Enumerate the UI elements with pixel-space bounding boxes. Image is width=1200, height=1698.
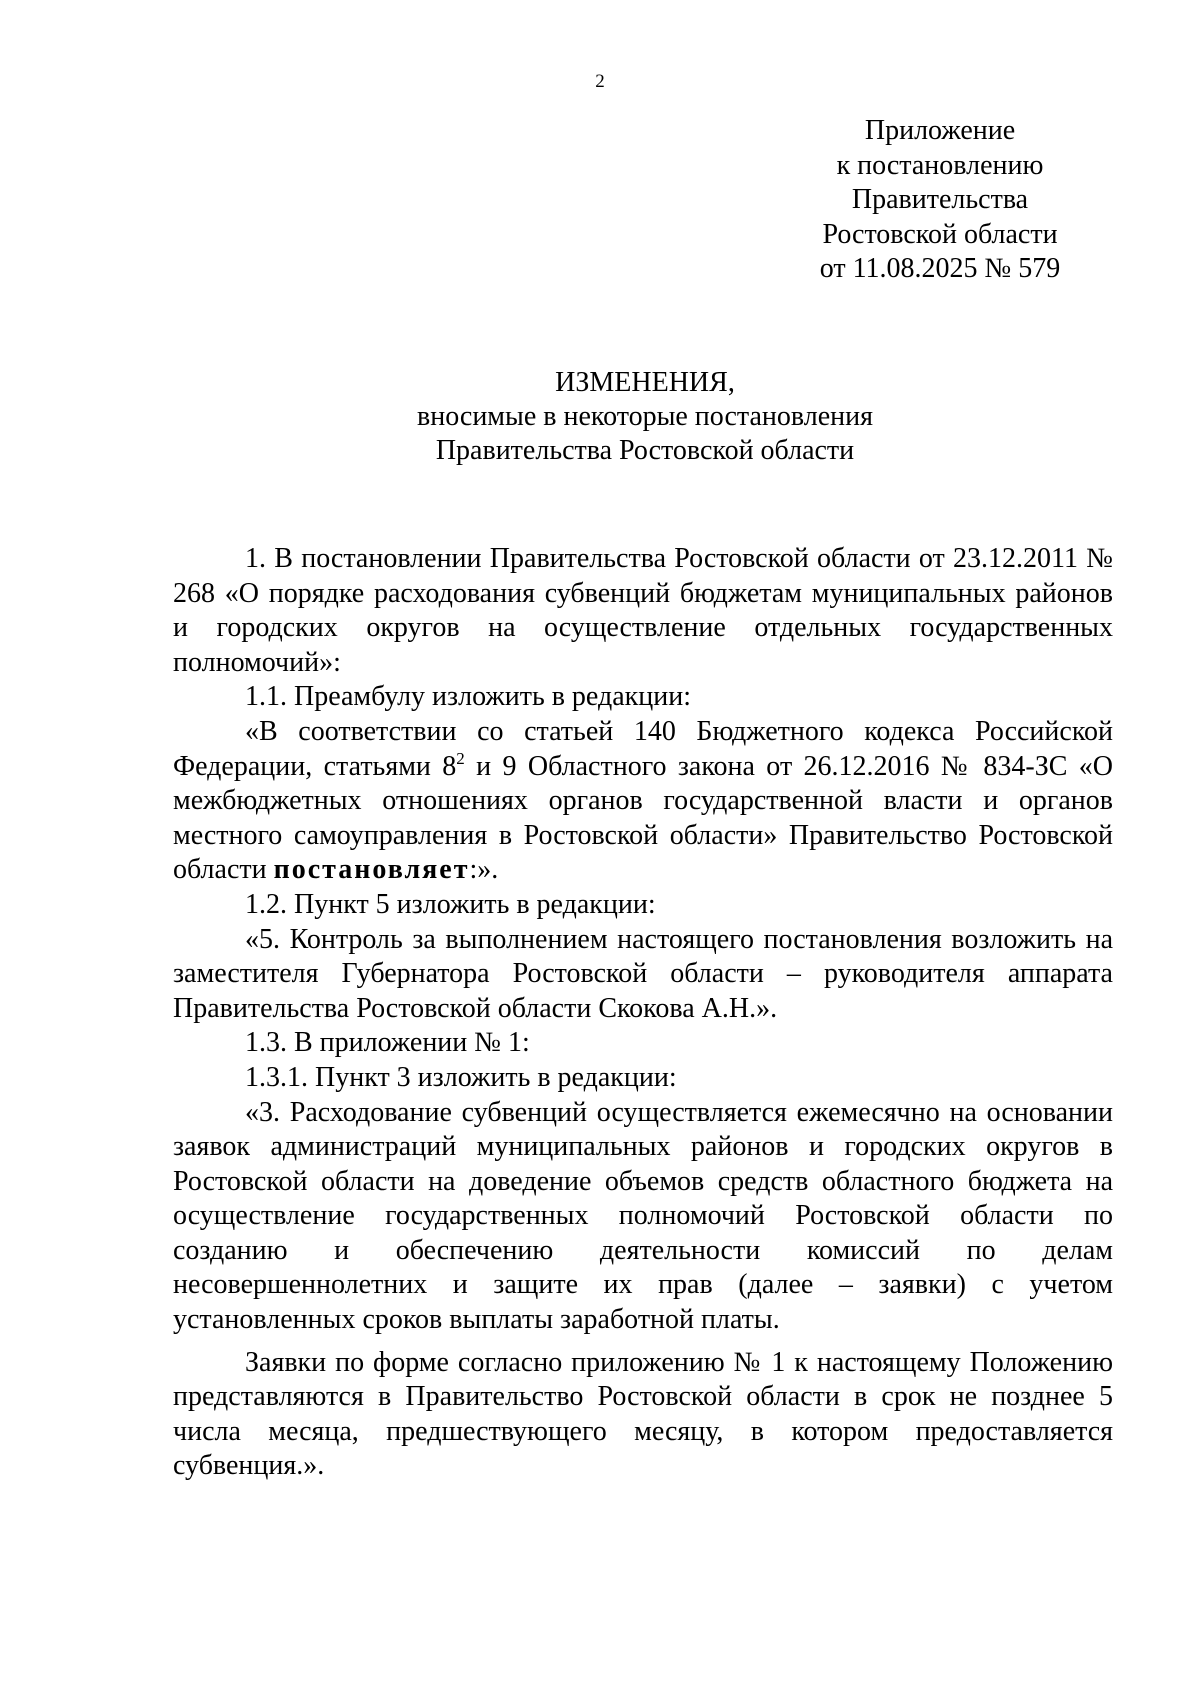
appendix-header <box>740 114 1140 287</box>
page-number: 2 <box>595 71 605 92</box>
paragraph-1-3-1: 1.3.1. Пункт 3 изложить в редакции: <box>245 1061 677 1093</box>
preamble-text-3: :». <box>469 854 499 886</box>
appendix-line-1: Приложение <box>864 115 1016 146</box>
preamble-bold-word: постановляет <box>273 854 470 886</box>
paragraph-1-3: 1.3. В приложении № 1: <box>245 1027 530 1059</box>
paragraph-point-3: «3. Расходование субвенций осуществляется ежемесячно на основании заявок администраций муниципальных районов и городских округов в Ростовской области на доведение объемов средств областного бюджета на осуществление государственных полномочий Ростовской области по созданию и обеспечению деятельности комиссий по делам несовершеннолетних и защите их прав (далее – заявки) с учетом установленных сроков выплаты заработной платы. <box>173 1096 1113 1336</box>
appendix-line-5: от 11.08.2025 № 579 <box>819 253 1061 284</box>
appendix-line-2: к постановлению <box>836 149 1044 181</box>
appendix-line-4: Ростовской области <box>822 218 1058 250</box>
preamble-text-1: «В соответствии со статьей 140 Бюджетного кодекса Российской Федерации, статьями 8 <box>173 715 1113 782</box>
title-subtitle-2: Правительства Ростовской области <box>435 435 855 466</box>
paragraph-applications: Заявки по форме согласно приложению № 1 к настоящему Положению представляются в Правительство Ростовской области в срок не позднее 5 числа месяца, предшествующего месяцу, в котором предоставляется субвенция.». <box>173 1346 1113 1482</box>
paragraph-preamble <box>173 715 1113 888</box>
preamble-superscript: 2 <box>456 748 465 768</box>
document-title <box>0 366 1200 468</box>
title-subtitle-1: вносимые в некоторые постановления <box>416 401 874 432</box>
document-body <box>173 542 1113 1484</box>
preamble-text-2: и 9 Областного закона от 26.12.2016 № 834-ЗС «О межбюджетных отношениях органов государственной власти и органов местного самоуправления в Ростовской области» Правительство Ростовской области <box>173 750 1113 886</box>
title-heading: ИЗМЕНЕНИЯ, <box>555 367 735 398</box>
paragraph-1-2: 1.2. Пункт 5 изложить в редакции: <box>245 888 656 920</box>
paragraph-1-1: 1.1. Преамбулу изложить в редакции: <box>245 681 692 713</box>
paragraph-point-5: «5. Контроль за выполнением настоящего постановления возложить на заместителя Губернатора Ростовской области – руководителя аппарата Правительства Ростовской области Скокова А.Н.». <box>173 923 1113 1024</box>
appendix-line-3: Правительства <box>851 184 1029 215</box>
paragraph-1: 1. В постановлении Правительства Ростовской области от 23.12.2011 № 268 «О порядке расходования субвенций бюджетам муниципальных районов и городских округов на осуществление отдельных государственных полномочий»: <box>173 543 1113 678</box>
